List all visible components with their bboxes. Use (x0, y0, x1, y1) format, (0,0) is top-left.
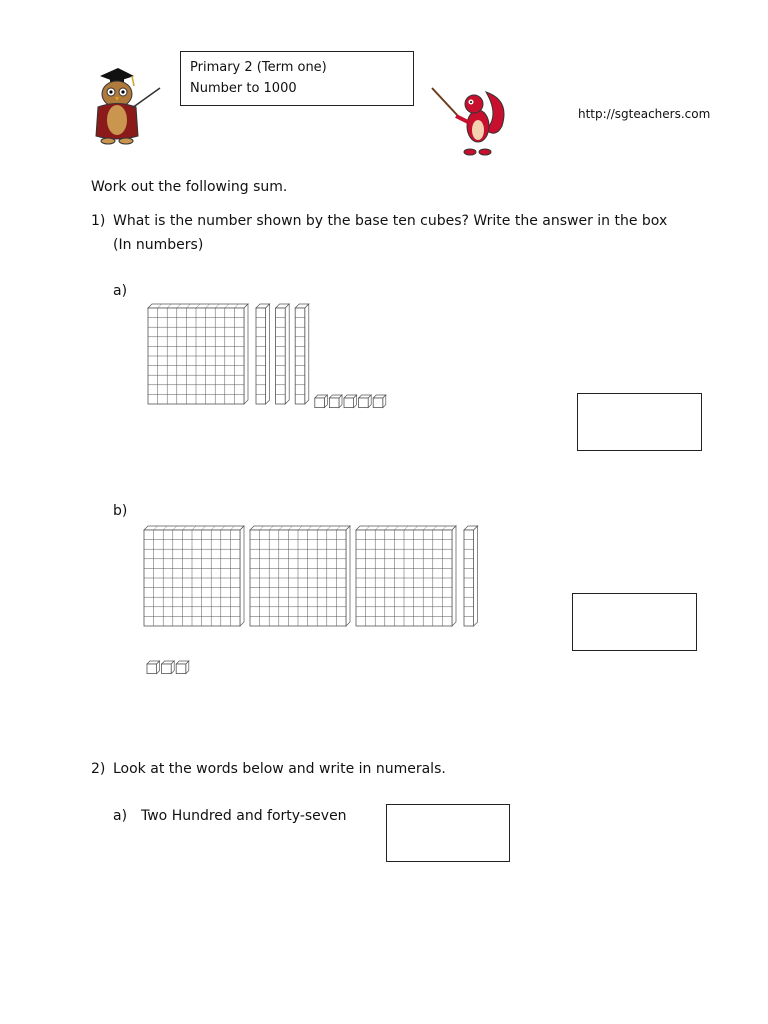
website-url[interactable]: http://sgteachers.com (578, 107, 711, 121)
question1-subtext: (In numbers) (113, 237, 204, 253)
answer-box-1a[interactable] (577, 393, 702, 451)
instruction-text: Work out the following sum. (91, 179, 288, 195)
answer-box-2a[interactable] (386, 804, 510, 862)
ones-unit-block (359, 395, 372, 408)
question1a-label: a) (113, 283, 128, 299)
ones-unit-block (176, 661, 189, 674)
question2-number: 2) (91, 761, 106, 777)
ones-unit-block (315, 395, 328, 408)
squirrel-teacher-icon (430, 86, 510, 158)
question2a-text: Two Hundred and forty-seven (141, 808, 347, 824)
ones-unit-block (147, 661, 160, 674)
hundreds-flat-block (250, 526, 350, 626)
question1b-label: b) (113, 503, 128, 519)
ones-unit-block (373, 395, 386, 408)
ones-unit-block (344, 395, 357, 408)
ones-unit-block (162, 661, 175, 674)
question2-text: Look at the words below and write in numerals. (113, 761, 446, 777)
tens-rod-block (464, 526, 478, 626)
ones-unit-block (329, 395, 342, 408)
base-ten-blocks-b (140, 522, 480, 682)
hundreds-flat-block (356, 526, 456, 626)
worksheet-title-line2: Number to 1000 (190, 81, 297, 96)
tens-rod-block (295, 304, 309, 404)
owl-teacher-icon (88, 62, 163, 147)
question2a-label: a) (113, 808, 128, 824)
hundreds-flat-block (144, 526, 244, 626)
worksheet-title-box (180, 51, 414, 106)
question1-text: What is the number shown by the base ten cubes? Write the answer in the box (113, 213, 668, 229)
answer-box-1b[interactable] (572, 593, 697, 651)
base-ten-blocks-a (140, 300, 400, 415)
question1-number: 1) (91, 213, 106, 229)
tens-rod-block (276, 304, 290, 404)
tens-rod-block (256, 304, 270, 404)
hundreds-flat-block (148, 304, 248, 404)
worksheet-title-line1: Primary 2 (Term one) (190, 60, 327, 75)
